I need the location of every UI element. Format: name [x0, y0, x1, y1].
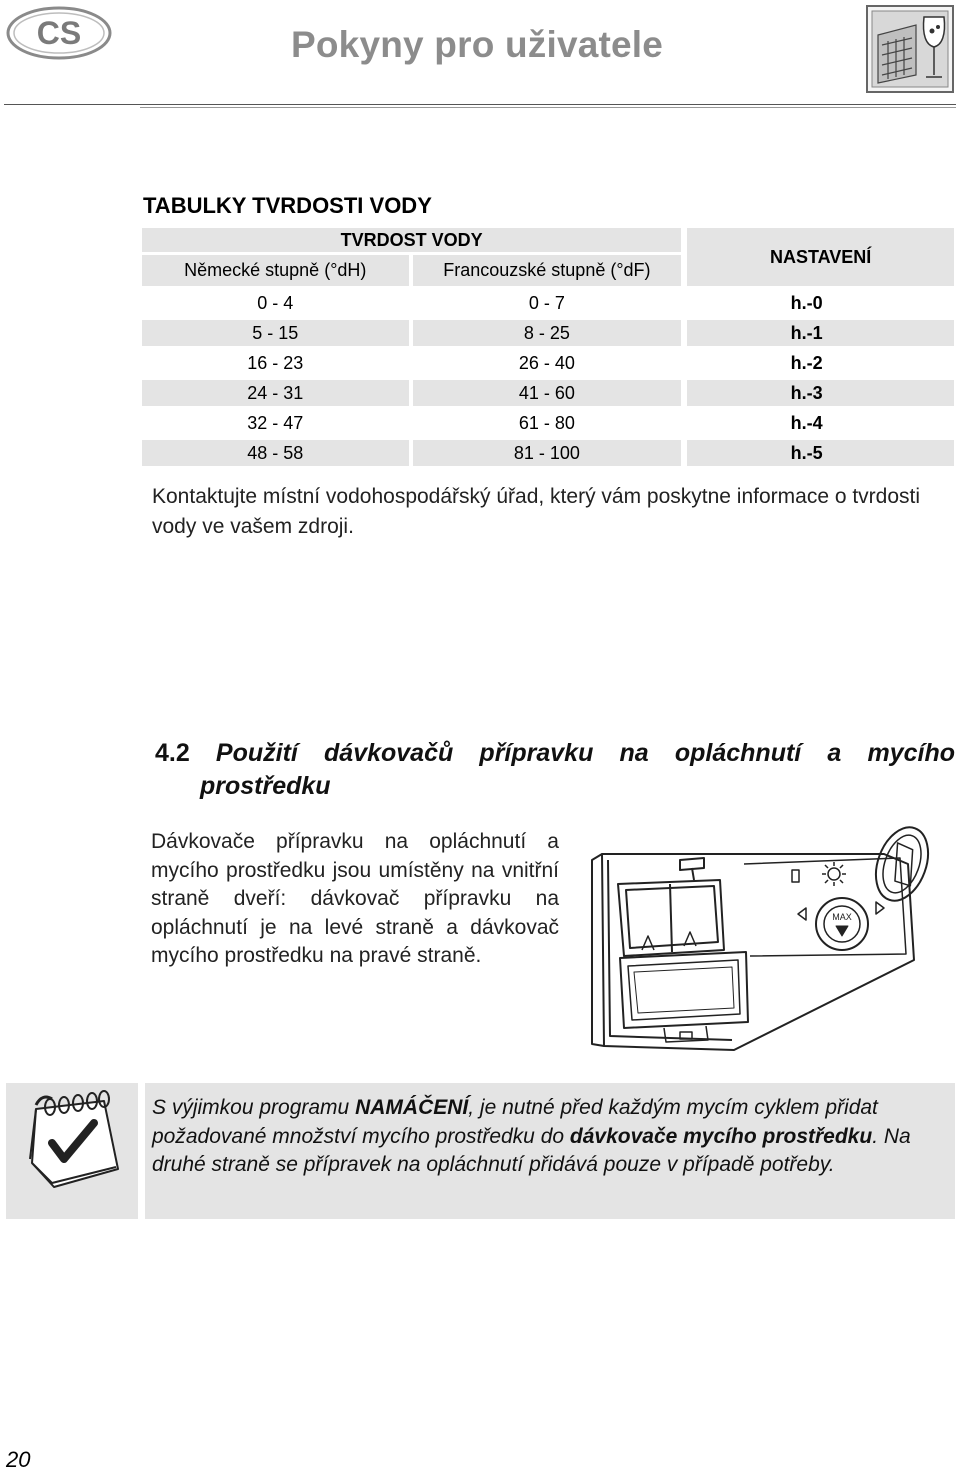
setting-value: h.-2 [790, 352, 823, 373]
setting-value: h.-4 [790, 412, 823, 433]
water-hardness-table [142, 228, 954, 466]
setting-value: h.-3 [790, 382, 823, 403]
cell-setting [681, 406, 954, 436]
note-part-3: . Na druhé straně se přípravek na opláchnutí přidává pouze v případě potřeby. [152, 1124, 911, 1176]
table-row [142, 316, 954, 346]
cell-df: 81 - 100 [413, 436, 682, 466]
header-rule [4, 104, 956, 105]
language-badge-text: CS [36, 15, 82, 51]
language-badge [6, 6, 112, 60]
table-row [142, 286, 954, 316]
heading-word: dávkovačů [324, 739, 454, 767]
column-header-setting: NASTAVENÍ [681, 228, 954, 286]
cell-df: 0 - 7 [413, 286, 682, 316]
table-row [142, 346, 954, 376]
cell-setting [681, 346, 954, 376]
column-group-header: TVRDOST VODY [142, 228, 681, 255]
dispenser-description: Dávkovače přípravku na opláchnutí a mycího prostředku jsou umístěny na vnitřní straně dveří: dávkovač přípravku na opláchnutí je na levé straně a dávkovač mycího prostředku na pravé straně. [151, 830, 559, 967]
note-icon-panel [6, 1083, 138, 1219]
section-heading [155, 737, 955, 803]
dispenser-illustration [584, 824, 944, 1054]
cell-dh: 48 - 58 [142, 436, 413, 466]
note-bold-dispenser: dávkovače mycího prostředku [569, 1124, 873, 1148]
page-number: 20 [6, 1447, 31, 1472]
cell-df: 8 - 25 [413, 316, 682, 346]
cell-setting [681, 376, 954, 406]
column-header-french: Francouzské stupně (°dF) [413, 255, 682, 286]
cell-setting [681, 286, 954, 316]
table-row [142, 436, 954, 466]
cell-setting [681, 316, 954, 346]
header-rule-secondary [140, 107, 956, 108]
note-part-1: S výjimkou programu [152, 1096, 356, 1119]
cell-dh: 16 - 23 [142, 346, 413, 376]
water-authority-note: Kontaktujte místní vodohospodářský úřad, který vám poskytne informace o tvrdosti vody ve vašem zdroji. [152, 485, 921, 538]
page-title: Pokyny pro uživatele [291, 24, 664, 65]
cell-df: 61 - 80 [413, 406, 682, 436]
heading-word: přípravku [479, 739, 594, 767]
setting-value: h.-5 [790, 442, 823, 463]
cell-dh: 32 - 47 [142, 406, 413, 436]
table-row [142, 406, 954, 436]
dial-max-label: MAX [832, 912, 852, 922]
heading-word: a [827, 739, 842, 767]
setting-value: h.-0 [790, 292, 823, 313]
cell-dh: 5 - 15 [142, 316, 413, 346]
heading-line-2: prostředku [200, 772, 331, 800]
heading-word: opláchnutí [674, 739, 802, 767]
column-header-german: Německé stupně (°dH) [142, 255, 413, 286]
heading-word: mycího [867, 739, 955, 767]
cell-dh: 24 - 31 [142, 376, 413, 406]
cell-dh: 0 - 4 [142, 286, 413, 316]
cell-df: 41 - 60 [413, 376, 682, 406]
note-text [152, 1094, 948, 1180]
section-number: 4.2 [155, 739, 190, 767]
cell-setting [681, 436, 954, 466]
heading-word: na [619, 739, 649, 767]
note-bold-program: NAMÁČENÍ [355, 1096, 469, 1119]
setting-value: h.-1 [790, 322, 823, 343]
table-heading: TABULKY TVRDOSTI VODY [143, 193, 432, 218]
cell-df: 26 - 40 [413, 346, 682, 376]
note-part-2: , je nutné před každým mycím cyklem přidat požadované množství mycího prostředku do [152, 1096, 878, 1148]
notepad-checkmark-icon [6, 1083, 138, 1219]
heading-word: Použití [215, 739, 298, 767]
dishwasher-glass-icon [866, 5, 954, 93]
table-row [142, 376, 954, 406]
